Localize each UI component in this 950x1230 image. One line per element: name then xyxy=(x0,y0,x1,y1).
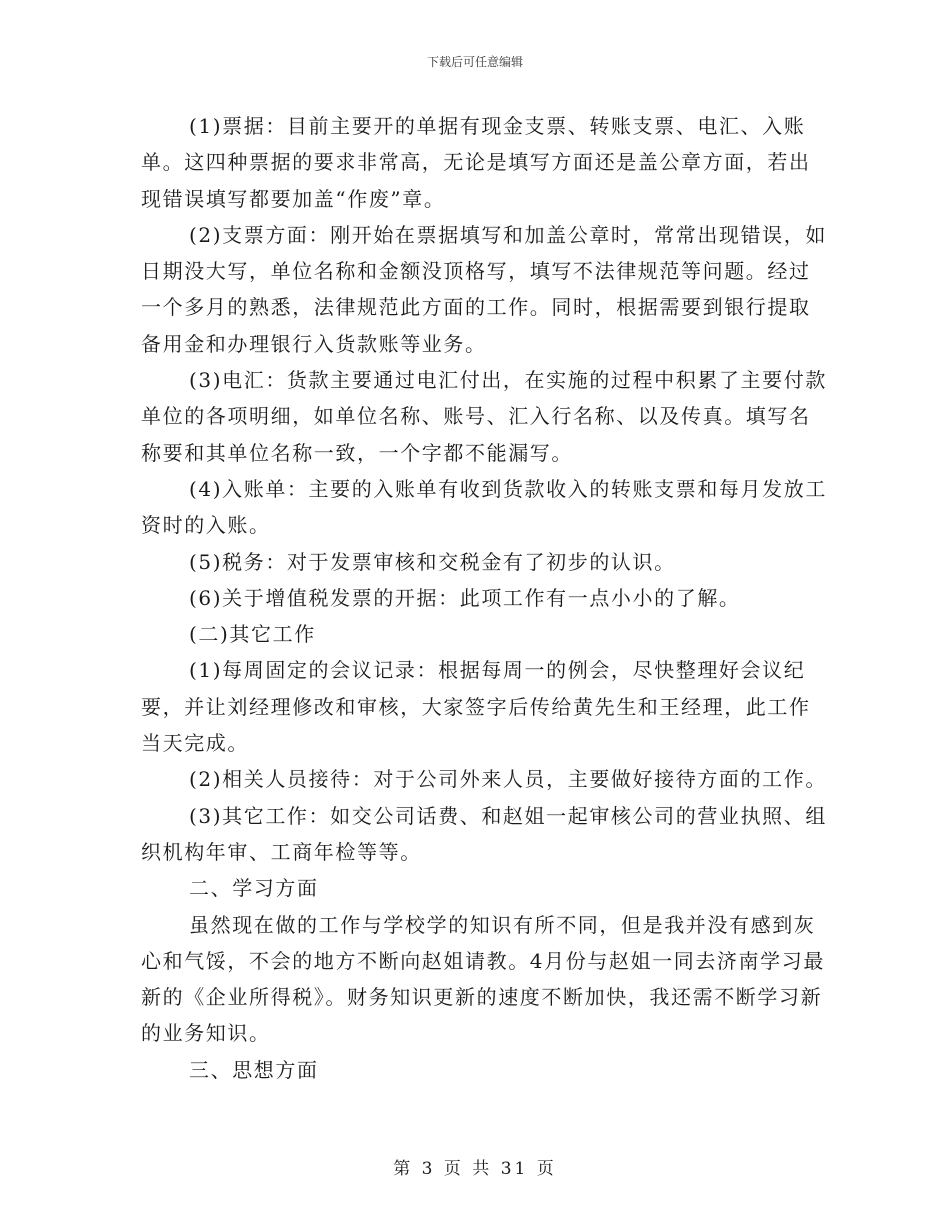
page-header: 下载后可任意编辑 xyxy=(426,55,523,69)
paragraph: (1)票据：目前主要开的单据有现金支票、转账支票、电汇、入账单。这四种票据的要求非常高，无论是填写方面还是盖公章方面，若出现错误填写都要加盖“作废”章。 xyxy=(141,114,811,211)
section-heading: 三、思想方面 xyxy=(189,1057,319,1082)
paragraph: (1)每周固定的会议记录：根据每周一的例会，尽快整理好会议纪要，并让刘经理修改和审核，大家签字后传给黄先生和王经理，此工作当天完成。 xyxy=(141,658,811,756)
section-heading: (二)其它工作 xyxy=(189,622,316,647)
paragraph: 虽然现在做的工作与学校学的知识有所不同，但是我并没有感到灰心和气馁，不会的地方不断向赵姐请教。4月份与赵姐一同去济南学习最新的《企业所得税》。财务知识更新的速度不断加快，我还需不断学习新的业务知识。 xyxy=(141,912,825,1046)
paragraph: (2)相关人员接待：对于公司外来人员，主要做好接待方面的工作。 xyxy=(189,767,827,792)
page-footer: 第 3 页 共 31 页 xyxy=(393,1159,557,1179)
document-body xyxy=(141,108,831,1088)
section-heading: 二、学习方面 xyxy=(189,876,319,901)
paragraph: (2)支票方面：刚开始在票据填写和加盖公章时，常常出现错误，如日期没大写，单位名称和金额没顶格写，填写不法律规范等问题。经过一个多月的熟悉，法律规范此方面的工作。同时，根据需要到银行提取备用金和办理银行入货款账等业务。 xyxy=(141,222,827,356)
paragraph: (3)其它工作：如交公司话费、和赵姐一起审核公司的营业执照、组织机构年审、工商年检等等。 xyxy=(141,803,827,864)
paragraph: (5)税务：对于发票审核和交税金有了初步的认识。 xyxy=(189,549,676,574)
paragraph: (3)电汇：货款主要通过电汇付出，在实施的过程中积累了主要付款单位的各项明细，如单位名称、账号、汇入行名称、以及传真。填写名称要和其单位名称一致，一个字都不能漏写。 xyxy=(141,368,827,465)
paragraph: (6)关于增值税发票的开据：此项工作有一点小小的了解。 xyxy=(189,585,741,610)
paragraph: (4)入账单：主要的入账单有收到货款收入的转账支票和每月发放工资时的入账。 xyxy=(141,476,827,538)
